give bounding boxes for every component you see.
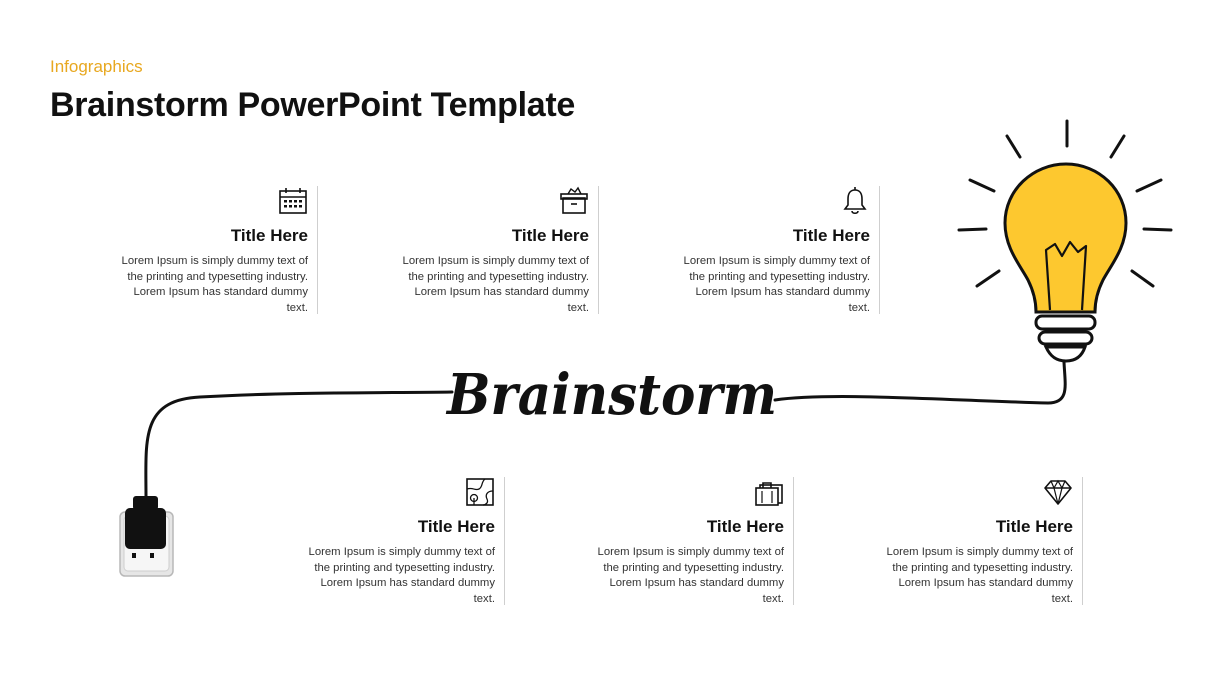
info-card (683, 186, 880, 314)
card-body: Lorem Ipsum is simply dummy text of the printing and typesetting industry. Lorem Ipsum has standard dummy text. (597, 546, 784, 605)
slide-title: Brainstorm PowerPoint Template (50, 86, 576, 124)
brainstorm-word: Brainstorm (445, 362, 777, 428)
card-body: Lorem Ipsum is simply dummy text of the printing and typesetting industry. Lorem Ipsum has standard dummy text. (308, 546, 495, 605)
map-icon (465, 477, 495, 507)
info-card (402, 186, 599, 314)
briefcase-icon (754, 477, 784, 507)
slide-subtitle: Infographics (50, 57, 143, 76)
card-body: Lorem Ipsum is simply dummy text of the printing and typesetting industry. Lorem Ipsum has standard dummy text. (683, 255, 870, 314)
card-title: Title Here (792, 226, 870, 245)
lightbulb-icon (1005, 164, 1126, 361)
bell-icon (840, 186, 870, 216)
card-title: Title Here (511, 226, 589, 245)
card-body: Lorem Ipsum is simply dummy text of the printing and typesetting industry. Lorem Ipsum has standard dummy text. (402, 255, 589, 314)
calendar-icon (278, 186, 308, 216)
info-card (886, 477, 1083, 605)
info-card (597, 477, 794, 605)
info-card (121, 186, 318, 314)
diamond-icon (1043, 477, 1073, 507)
card-title: Title Here (230, 226, 308, 245)
card-body: Lorem Ipsum is simply dummy text of the printing and typesetting industry. Lorem Ipsum has standard dummy text. (121, 255, 308, 314)
plug-icon (120, 496, 173, 576)
card-title: Title Here (417, 517, 495, 536)
box-icon (559, 186, 589, 216)
info-card (308, 477, 505, 605)
card-body: Lorem Ipsum is simply dummy text of the printing and typesetting industry. Lorem Ipsum has standard dummy text. (886, 546, 1073, 605)
card-title: Title Here (995, 517, 1073, 536)
card-title: Title Here (706, 517, 784, 536)
